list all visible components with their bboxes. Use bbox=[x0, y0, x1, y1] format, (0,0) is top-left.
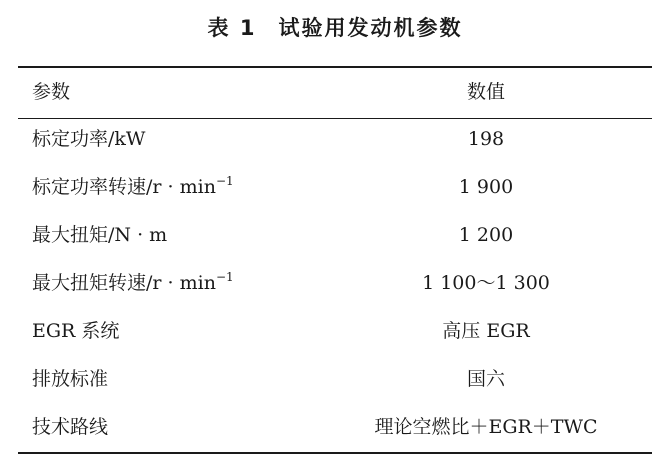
header-value: 数值 bbox=[466, 81, 505, 103]
table-row bbox=[18, 167, 652, 207]
bottom-rule bbox=[18, 452, 652, 454]
table-row bbox=[18, 263, 652, 303]
top-rule bbox=[18, 66, 652, 68]
table-row bbox=[18, 407, 652, 447]
table-header-row bbox=[18, 72, 652, 112]
row-param: 最大扭矩转速$/r \cdot \min^{-1}$ bbox=[32, 270, 234, 294]
row-value: 1 900 bbox=[458, 176, 514, 198]
table-number: 表 1 bbox=[207, 16, 257, 40]
unit-exponent: −1 bbox=[215, 174, 234, 188]
row-param: 标定功率/kW bbox=[32, 128, 146, 150]
table-title: 试验用发动机参数 bbox=[278, 16, 463, 40]
row-value: 国六 bbox=[466, 368, 505, 390]
row-value: 理论空燃比＋EGR＋TWC bbox=[374, 416, 598, 438]
row-param: 最大扭矩/N · m bbox=[32, 224, 168, 246]
row-value: 1 200 bbox=[458, 224, 514, 246]
row-param: 排放标准 bbox=[32, 368, 109, 390]
header-param: 参数 bbox=[32, 81, 71, 103]
row-param: EGR 系统 bbox=[32, 320, 120, 342]
row-value: 198 bbox=[467, 128, 505, 150]
table-caption bbox=[0, 12, 670, 42]
table-row bbox=[18, 119, 652, 159]
row-param: 标定功率转速$/r \cdot \min^{-1}$ bbox=[32, 174, 234, 198]
table-row bbox=[18, 359, 652, 399]
table-row bbox=[18, 215, 652, 255]
row-param: 技术路线 bbox=[32, 416, 109, 438]
table-row bbox=[18, 311, 652, 351]
row-value: 1 100～1 300 bbox=[422, 272, 550, 294]
row-value: 高压 EGR bbox=[442, 320, 530, 342]
unit-exponent: −1 bbox=[215, 270, 234, 284]
